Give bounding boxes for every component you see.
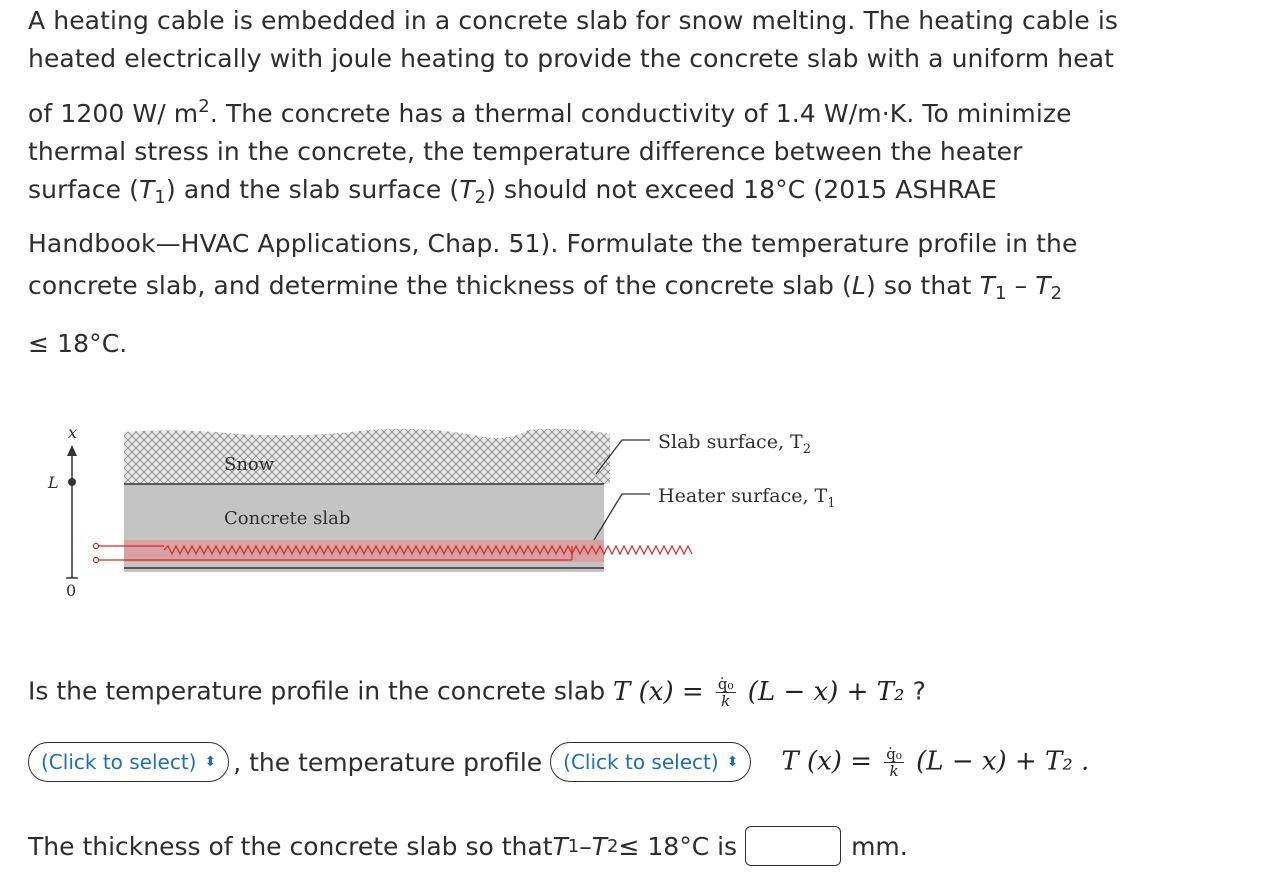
text: – [579, 831, 592, 861]
answer-row [28, 740, 1089, 784]
superscript: 2 [198, 96, 210, 117]
axis-arrow [67, 445, 77, 456]
var-t: T [591, 831, 608, 861]
text: . The concrete has a thermal conductivity of 1.4 W/m·K. To minimize [209, 99, 1072, 128]
select-label: (Click to select) [41, 750, 197, 774]
var-t: T [459, 175, 475, 204]
terminal-top [93, 543, 98, 548]
eq-fraction [716, 676, 736, 709]
frac-den: k [889, 761, 899, 780]
frac-den: k [721, 692, 731, 710]
eq-lhs: T (x) = [781, 746, 872, 776]
unit-label: mm. [851, 831, 908, 861]
subscript: 2 [1050, 283, 1063, 304]
problem-line-2: heated electrically with joule heating to provide the concrete slab with a uniform heat [28, 44, 1115, 73]
text: ) and the slab surface ( [165, 175, 460, 204]
eq-lhs: T (x) = [613, 676, 704, 707]
select-label: (Click to select) [563, 750, 719, 774]
text: concrete slab, and determine the thickness of the concrete slab ( [28, 271, 852, 300]
axis-x-label: x [68, 423, 78, 442]
problem-statement [28, 2, 1243, 363]
frac-num: q̇₀ [886, 744, 902, 763]
problem-line-4: thermal stress in the concrete, the temperature difference between the heater [28, 137, 1023, 166]
text: ≤ 18°C is [618, 831, 738, 861]
snow-label: Snow [224, 454, 275, 475]
heater-surface-label: Heater surface, $T_1$ [658, 485, 836, 511]
question-1 [28, 676, 926, 709]
text: of 1200 W/ m [28, 99, 199, 128]
slab-surface-label: Slab surface, $T_2$ [658, 431, 811, 457]
profile-verdict-select[interactable] [550, 742, 751, 782]
eq-fraction [884, 746, 904, 779]
problem-line-1: A heating cable is embedded in a concrete slab for snow melting. The heating cable is [28, 6, 1119, 35]
yes-no-select[interactable] [28, 742, 229, 782]
subscript: 2 [607, 835, 619, 857]
thickness-input[interactable] [745, 826, 841, 866]
question-1-text: Is the temperature profile in the concrete slab [28, 676, 606, 706]
problem-line-5 [28, 171, 1243, 217]
frac-num: q̇₀ [717, 675, 734, 693]
question-1-end: ? [912, 676, 926, 706]
profile-equation-2 [781, 746, 1089, 779]
subscript: 1 [154, 187, 166, 208]
subscript: 2 [474, 187, 487, 208]
text: – [1006, 271, 1036, 300]
chevron-updown-icon: ⬍ [204, 754, 217, 770]
text: surface ( [28, 175, 139, 204]
subscript: 1 [567, 835, 580, 857]
subscript: 1 [995, 283, 1007, 304]
eq-rhs: (L − x) + T₂ . [916, 746, 1090, 776]
snow-layer [124, 429, 610, 484]
thickness-question [28, 826, 908, 866]
slab-diagram [28, 412, 848, 612]
text: ) should not exceed 18°C (2015 ASHRAE [486, 175, 997, 204]
problem-line-7 [28, 267, 1243, 313]
var-l: L [851, 271, 866, 300]
row2-mid-text: , the temperature profile [233, 747, 543, 777]
slab-figure [28, 412, 848, 612]
eq-rhs: (L − x) + T₂ [747, 676, 905, 707]
var-t: T [552, 831, 568, 861]
chevron-updown-icon: ⬍ [726, 754, 739, 770]
var-t: T [979, 271, 996, 300]
concrete-label: Concrete slab [224, 508, 351, 529]
problem-line-6: Handbook—HVAC Applications, Chap. 51). Formulate the temperature profile in the [28, 229, 1078, 258]
heater-strip [124, 540, 604, 562]
terminal-bottom [93, 557, 98, 562]
profile-equation [613, 675, 913, 710]
problem-line-3 [28, 88, 1243, 133]
text: The thickness of the concrete slab so that [28, 831, 553, 861]
axis-zero-label: 0 [66, 581, 77, 600]
axis-l-marker [68, 478, 76, 486]
var-t: T [1035, 271, 1051, 300]
axis-l-label: L [48, 473, 59, 492]
text: ) so that [865, 271, 980, 300]
var-t: T [139, 175, 155, 204]
problem-line-8: ≤ 18°C. [28, 329, 128, 358]
